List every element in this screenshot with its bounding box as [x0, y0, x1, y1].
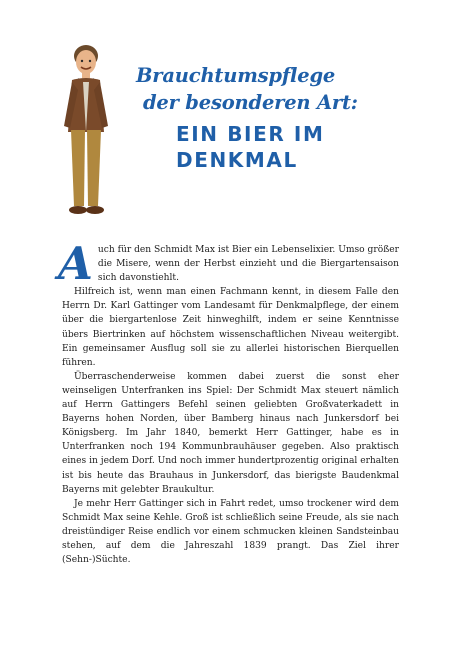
paragraph-1 [58, 237, 399, 290]
cartoon-man-illustration [54, 40, 116, 220]
paragraph-1-text: uch für den Schmidt Max ist Bier ein Lebenselixier. Umso größer die Misere, wenn der Herbst einzieht und die Biergartensaison sich davonstiehlt. [97, 245, 399, 284]
drop-cap: A [58, 237, 93, 290]
heading-script [136, 62, 436, 116]
body-text [58, 237, 399, 567]
paragraph-3: Überraschenderweise kommen dabei zuerst die sonst eher weinseligen Unterfranken ins Spiel: Der Schmidt Max steuert nämlich auf Herrn Gattingers Befehl seinen geliebten Großvaterkadett in Bayerns hohen Norden, über Bamberg hinaus nach Junkersdorf bei Königsberg. Im Jahr 1840, bemerkt Herr Gattinger, habe es in Unterfranken noch 194 Kommunbrauhäuser gegeben. Also praktisch eines in jedem Dorf. Und noch immer hundertprozentig original erhalten ist bis heute das Brauhaus in Junkersdorf, das bierigste Baudenkmal Bayerns mit gelebter Braukultur. [62, 371, 399, 495]
heading-line-2: der besonderen Art: [143, 91, 358, 114]
heading-caps [176, 121, 416, 173]
heading-line-1: Brauchtumspflege [136, 64, 336, 87]
paragraph-4: Je mehr Herr Gattinger sich in Fahrt redet, umso trockener wird dem Schmidt Max seine Kehle. Groß ist schließlich seine Freude, als sie nach dreistündiger Reise endlich vor einem schmucken kleinen Sandsteinbau stehen, auf dem die Jahreszahl 1839 prangt. Das Ziel ihrer (Sehn-)Süchte. [62, 498, 399, 566]
heading-caps-line-2: DENKMAL [176, 148, 298, 172]
heading-caps-line-1: EIN BIER IM [176, 122, 325, 146]
paragraph-2: Hilfreich ist, wenn man einen Fachmann kennt, in diesem Falle den Herrn Dr. Karl Gattinger vom Landesamt für Denkmalpflege, der einem über die biergartenlose Zeit hinweghilft, indem er seine Kenntnisse übers Biertrinken auf höchstem wissenschaftlichen Niveau weitergibt. Ein gemeinsamer Ausflug soll sie zu allerlei historischen Bierquellen führen. [62, 287, 399, 368]
